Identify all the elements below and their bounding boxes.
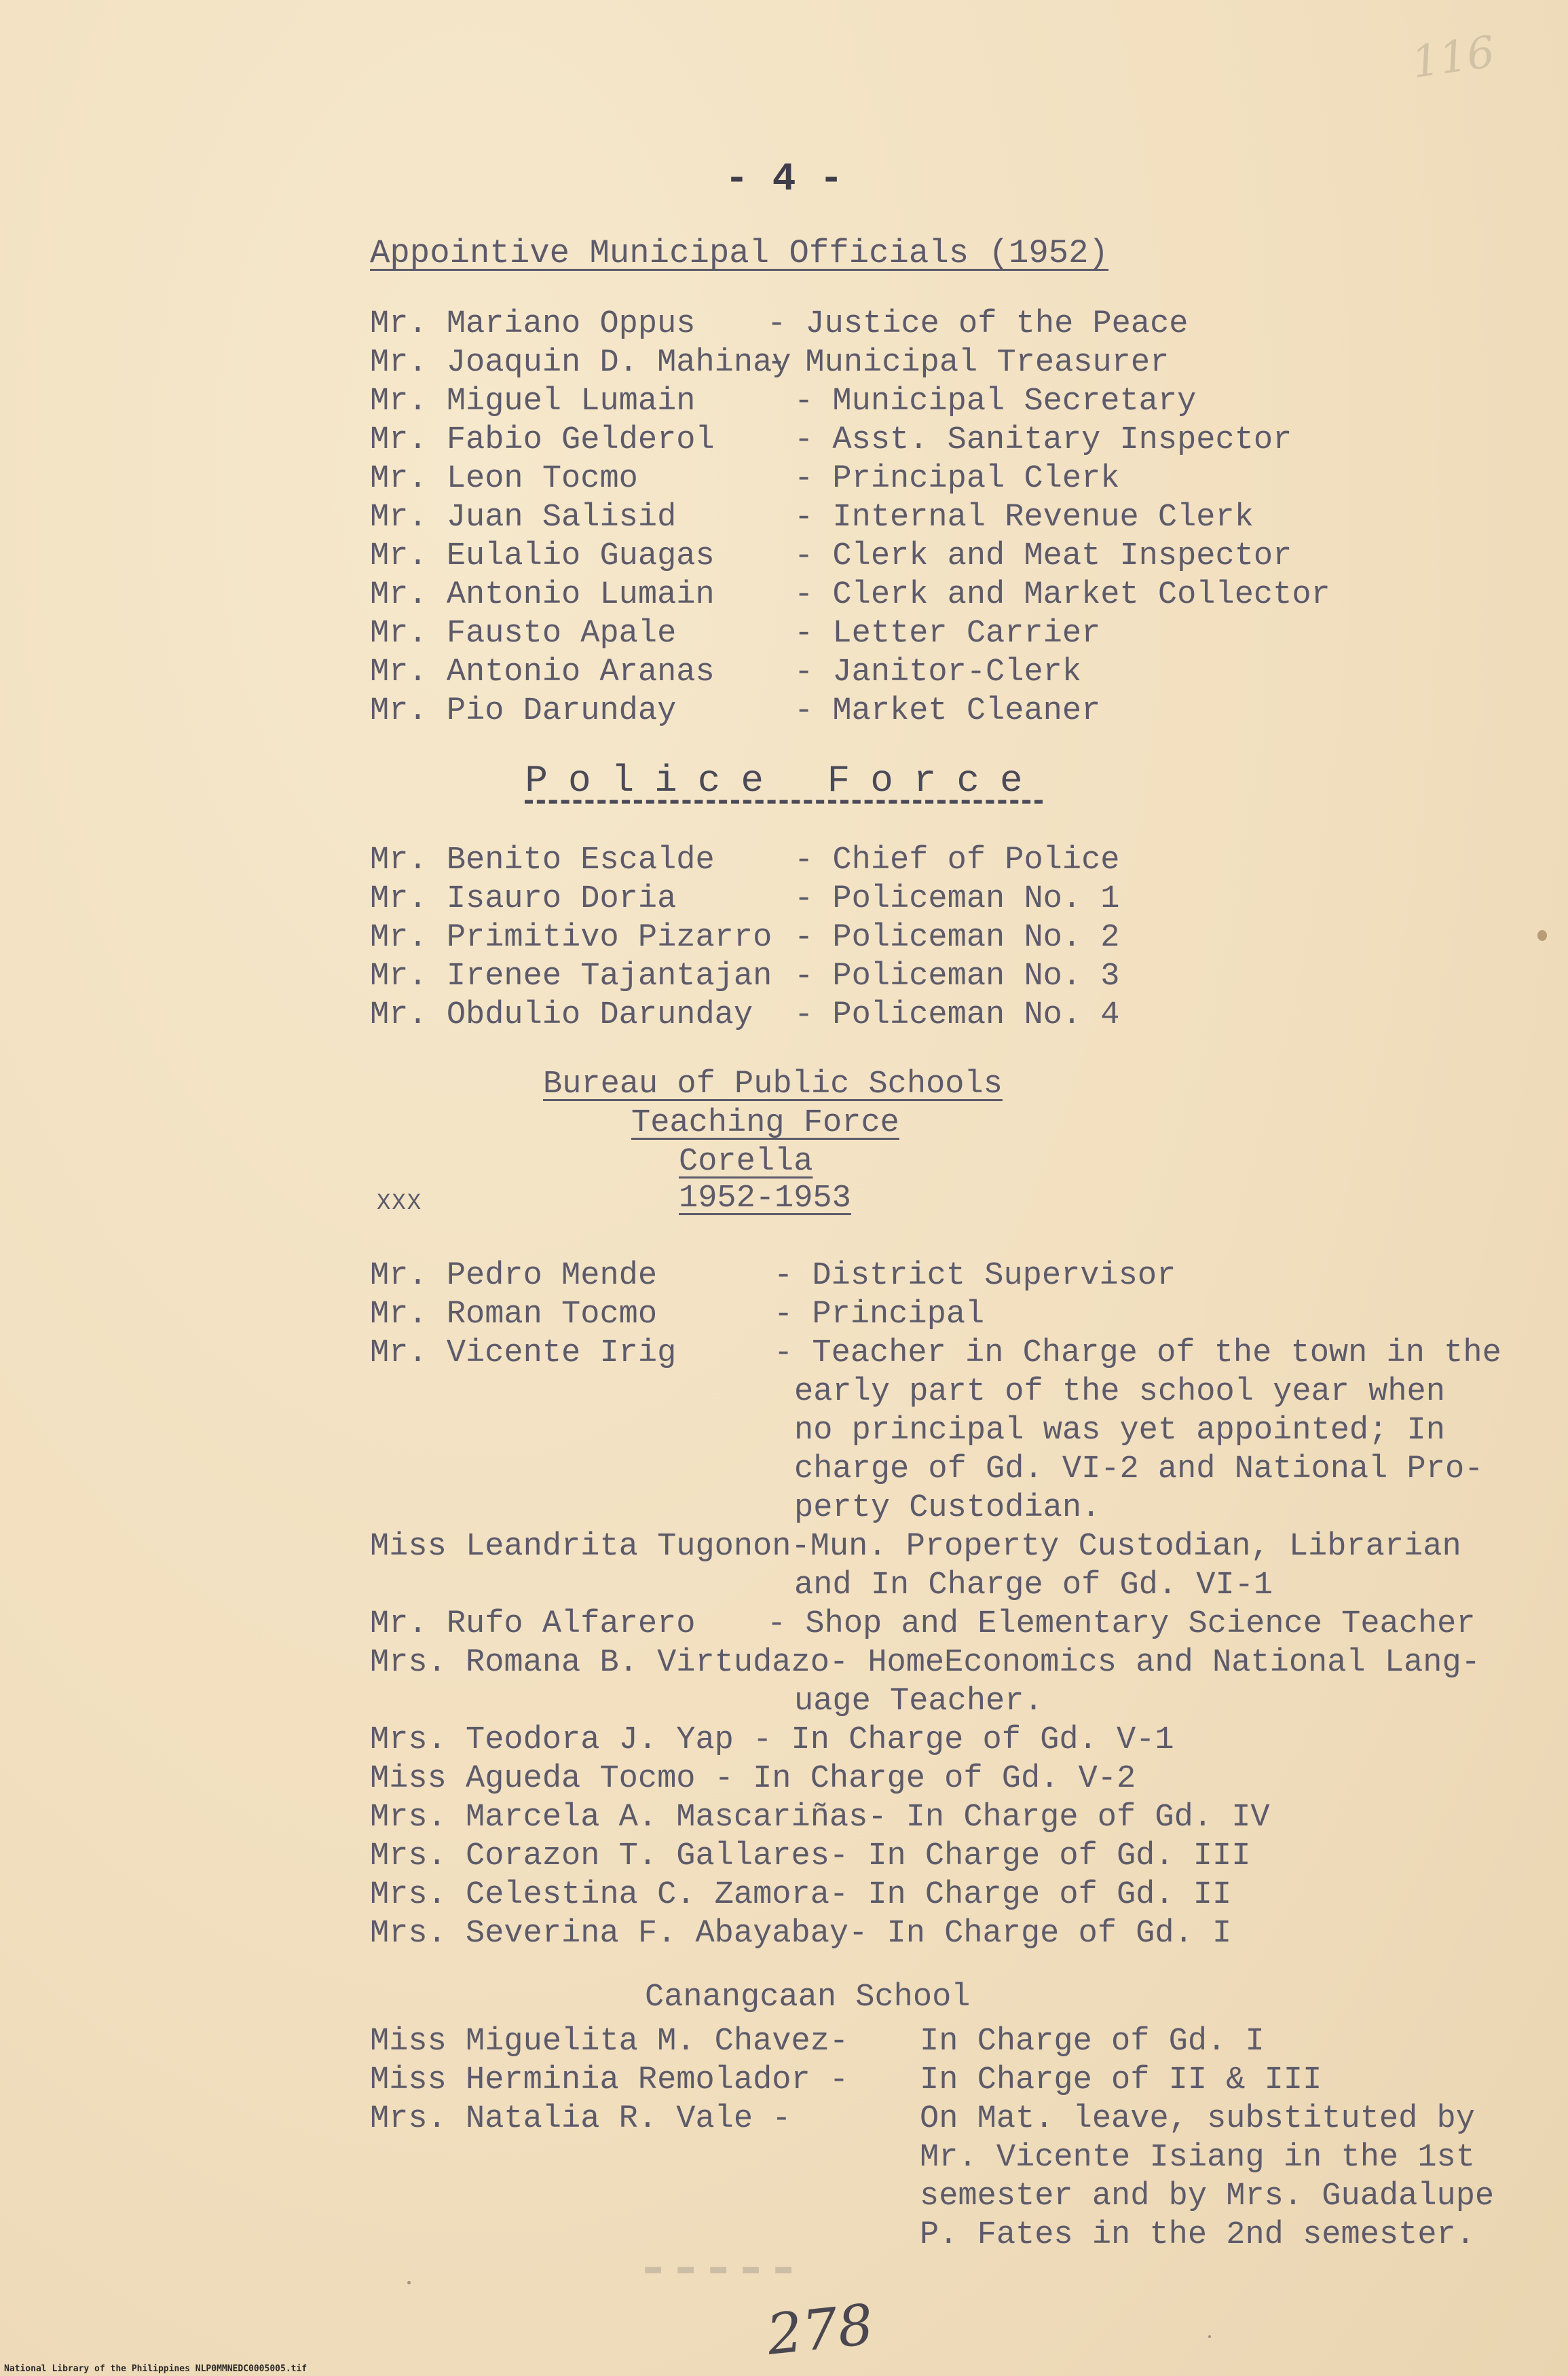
teacher-name: Mrs. Severina F. Abayabay- In Charge of Gd. I xyxy=(370,1916,1232,1952)
bureau-heading: Bureau of Public Schools xyxy=(543,1066,1003,1102)
teacher-role: and In Charge of Gd. VI-1 xyxy=(794,1567,1273,1603)
teacher-name: Mr. Pedro Mende xyxy=(370,1258,658,1294)
appointive-role: - Municipal Treasurer xyxy=(767,345,1170,381)
teacher-name: Mrs. Teodora J. Yap - In Charge of Gd. V-1 xyxy=(370,1722,1174,1758)
handwritten-page-number: 278 xyxy=(764,2293,877,2368)
teacher-name: Miss Agueda Tocmo - In Charge of Gd. V-2 xyxy=(370,1761,1136,1797)
school-year: 1952-1953 xyxy=(679,1181,851,1217)
stain-mark xyxy=(1537,930,1547,941)
appointive-role: - Justice of the Peace xyxy=(767,306,1189,342)
canangcaan-name: Miss Miguelita M. Chavez- xyxy=(370,2024,849,2060)
canangcaan-heading: Canangcaan School xyxy=(645,1980,971,2016)
appointive-role: - Clerk and Market Collector xyxy=(794,577,1330,613)
appointive-name: Mr. Miguel Lumain xyxy=(370,384,696,420)
canangcaan-role: P. Fates in the 2nd semester. xyxy=(920,2217,1475,2253)
police-name: Mr. Primitivo Pizarro xyxy=(370,920,772,956)
teacher-role: - Shop and Elementary Science Teacher xyxy=(767,1606,1476,1642)
appointive-role: - Internal Revenue Clerk xyxy=(794,500,1254,536)
teacher-name: Mrs. Romana B. Virtudazo- HomeEconomics and National Lang- xyxy=(370,1645,1480,1681)
teacher-name: Mrs. Corazon T. Gallares- In Charge of Gd. III xyxy=(370,1838,1251,1874)
appointive-role: - Market Cleaner xyxy=(794,693,1101,729)
teacher-name: Miss Leandrita Tugonon-Mun. Property Custodian, Librarian xyxy=(370,1529,1461,1565)
appointive-name: Mr. Fausto Apale xyxy=(370,616,677,652)
page-number: - 4 - xyxy=(724,157,844,202)
corner-folio-mark: 116 xyxy=(1408,26,1498,89)
appointive-name: Mr. Antonio Lumain xyxy=(370,577,715,613)
teacher-role: - Teacher in Charge of the town in the xyxy=(774,1335,1501,1371)
corella-heading: Corella xyxy=(679,1144,813,1180)
teacher-role: - District Supervisor xyxy=(774,1258,1176,1294)
appointive-name: Mr. Pio Darunday xyxy=(370,693,677,729)
faint-bleedthrough: ▬ ▬ ▬ ▬ ▬ xyxy=(645,2252,792,2283)
police-name: Mr. Irenee Tajantajan xyxy=(370,959,772,995)
teacher-role: - Principal xyxy=(774,1297,985,1333)
police-role: - Policeman No. 1 xyxy=(794,881,1120,917)
police-role: - Policeman No. 2 xyxy=(794,920,1120,956)
canangcaan-role: In Charge of Gd. I xyxy=(920,2024,1265,2060)
appointive-name: Mr. Mariano Oppus xyxy=(370,306,696,342)
police-name: Mr. Obdulio Darunday xyxy=(370,997,753,1033)
appointive-name: Mr. Joaquin D. Mahinay xyxy=(370,345,791,381)
teacher-name: Mr. Rufo Alfarero xyxy=(370,1606,696,1642)
appointive-name: Mr. Leon Tocmo xyxy=(370,461,638,497)
teaching-force-heading: Teaching Force xyxy=(631,1105,899,1141)
canangcaan-role: On Mat. leave, substituted by xyxy=(920,2101,1475,2137)
canangcaan-name: Miss Herminia Remolador - xyxy=(370,2062,849,2098)
archive-footer: National Library of the Philippines NLP0MMNEDC0005005.tif xyxy=(4,2364,307,2374)
appointive-role: - Clerk and Meat Inspector xyxy=(794,538,1292,574)
struck-mark: XXX xyxy=(377,1191,423,1217)
appointive-name: Mr. Fabio Gelderol xyxy=(370,422,715,458)
canangcaan-role: semester and by Mrs. Guadalupe xyxy=(920,2178,1495,2214)
speck-mark xyxy=(407,2281,411,2284)
appointive-role: - Asst. Sanitary Inspector xyxy=(794,422,1292,458)
police-heading: Police Force xyxy=(525,759,1043,802)
teacher-name: Mrs. Celestina C. Zamora- In Charge of Gd. II xyxy=(370,1877,1232,1913)
appointive-name: Mr. Eulalio Guagas xyxy=(370,538,715,574)
appointive-role: - Janitor-Clerk xyxy=(794,654,1082,690)
canangcaan-role: Mr. Vicente Isiang in the 1st xyxy=(920,2140,1475,2176)
appointive-name: Mr. Antonio Aranas xyxy=(370,654,715,690)
appointive-role: - Principal Clerk xyxy=(794,461,1120,497)
appointive-heading: Appointive Municipal Officials (1952) xyxy=(370,234,1108,272)
teacher-name: Mr. Vicente Irig xyxy=(370,1335,677,1371)
police-name: Mr. Isauro Doria xyxy=(370,881,677,917)
teacher-role: uage Teacher. xyxy=(794,1684,1043,1720)
appointive-role: - Municipal Secretary xyxy=(794,384,1197,420)
canangcaan-role: In Charge of II & III xyxy=(920,2062,1322,2098)
teacher-role: early part of the school year when xyxy=(794,1374,1445,1410)
police-name: Mr. Benito Escalde xyxy=(370,842,715,878)
teacher-name: Mr. Roman Tocmo xyxy=(370,1297,658,1333)
teacher-role: perty Custodian. xyxy=(794,1490,1101,1526)
teacher-role: no principal was yet appointed; In xyxy=(794,1413,1445,1449)
teacher-role: charge of Gd. VI-2 and National Pro- xyxy=(794,1451,1484,1487)
canangcaan-name: Mrs. Natalia R. Vale - xyxy=(370,2101,791,2137)
police-role: - Policeman No. 3 xyxy=(794,959,1120,995)
appointive-role: - Letter Carrier xyxy=(794,616,1101,652)
appointive-name: Mr. Juan Salisid xyxy=(370,500,677,536)
teacher-name: Mrs. Marcela A. Mascariñas- In Charge of Gd. IV xyxy=(370,1800,1270,1836)
police-role: - Policeman No. 4 xyxy=(794,997,1120,1033)
speck-mark xyxy=(1208,2335,1211,2338)
police-role: - Chief of Police xyxy=(794,842,1120,878)
